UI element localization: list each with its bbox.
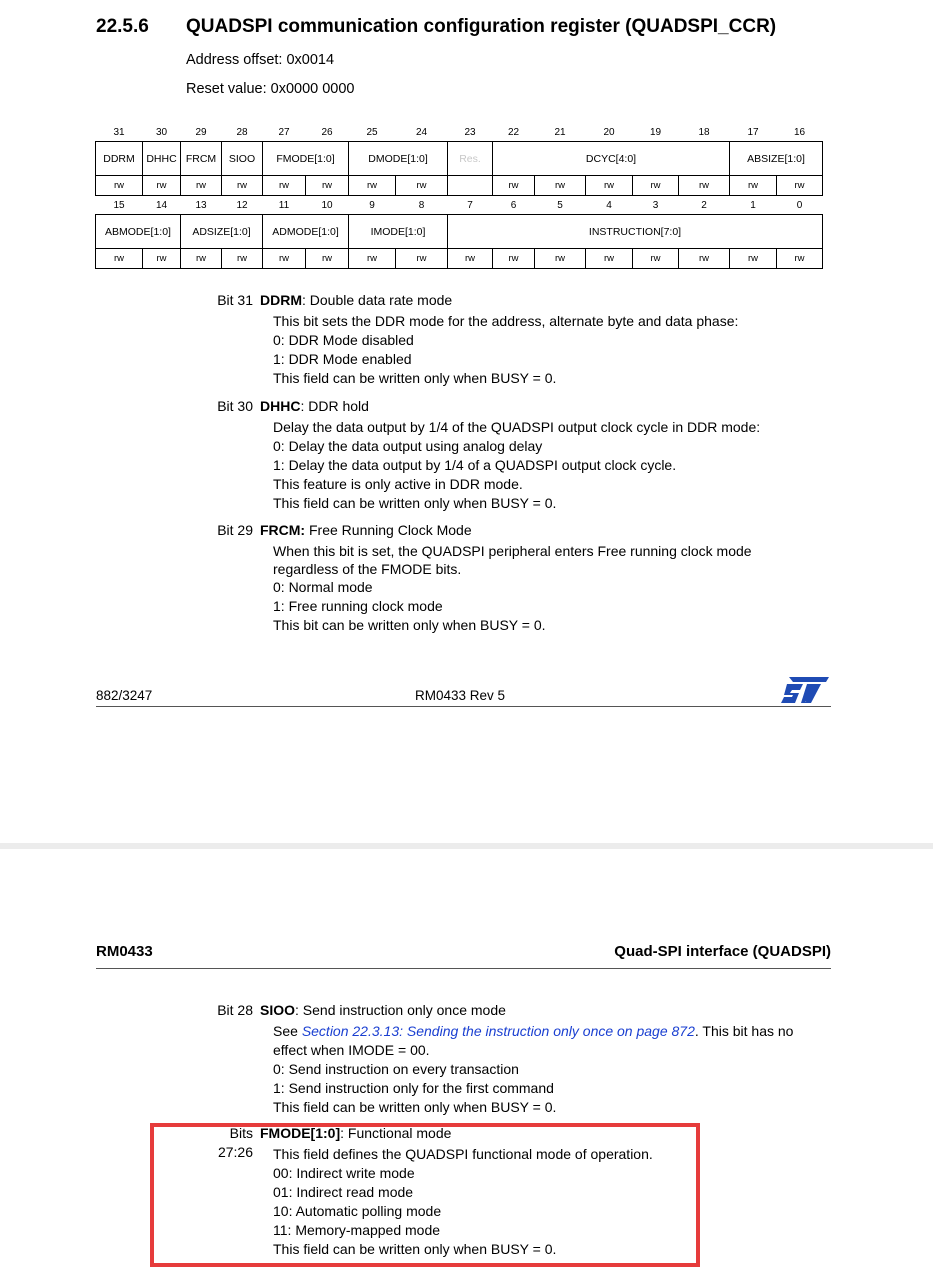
field-name-cell: ABSIZE[1:0]	[730, 142, 823, 176]
access-cell: rw	[222, 249, 263, 269]
page-separator	[0, 843, 933, 849]
lower-bit-numbers-row	[96, 196, 823, 215]
bit30-label: Bit 30	[217, 398, 253, 414]
bit-number-cell: 19	[649, 126, 662, 138]
bit-number-cell: 2	[701, 199, 707, 211]
bit-number-cell: 28	[236, 126, 248, 138]
field-name-cell: ADMODE[1:0]	[263, 215, 349, 249]
bits27-26-line: 01: Indirect read mode	[273, 1184, 414, 1200]
bit30-line: This field can be written only when BUSY = 0.	[273, 495, 557, 511]
address-offset: Address offset: 0x0014	[186, 52, 335, 68]
access-cell: rw	[586, 176, 633, 196]
bit-number-cell: 16	[793, 126, 806, 138]
bits27-26-name: FMODE[1:0]	[260, 1125, 341, 1141]
bit-number-cell: 8	[418, 199, 425, 211]
bit30-line: Delay the data output by 1/4 of the QUADSPI output clock cycle in DDR mode:	[273, 419, 761, 435]
reserved-field-cell: Res.	[448, 142, 493, 176]
bit28-title: : Send instruction only once mode	[295, 1002, 506, 1018]
bit-number-cell: 18	[698, 126, 710, 138]
access-cell: rw	[535, 249, 586, 269]
field-name-cell: IMODE[1:0]	[349, 215, 448, 249]
access-cell: rw	[493, 249, 535, 269]
bit29-label: Bit 29	[217, 522, 253, 538]
field-name-cell: DHHC	[143, 142, 181, 176]
field-name-cell: FMODE[1:0]	[263, 142, 349, 176]
access-cell: rw	[679, 249, 730, 269]
section-title: QUADSPI communication configuration register (QUADSPI_CCR)	[186, 16, 777, 37]
bit28-label: Bit 28	[217, 1002, 253, 1018]
bit-number-cell: 24	[415, 126, 428, 138]
access-cell: rw	[586, 249, 633, 269]
field-name-cell: DCYC[4:0]	[493, 142, 730, 176]
bit-number-cell: 21	[554, 126, 566, 138]
access-cell: rw	[777, 249, 823, 269]
bit30-line: 1: Delay the data output by 1/4 of a QUADSPI output clock cycle.	[273, 457, 677, 473]
bit-number-cell: 27	[278, 126, 290, 138]
bit-number-cell: 29	[195, 126, 207, 138]
bit28-after-link: . This bit has no effect when IMODE = 00.	[273, 1023, 794, 1058]
bit28-see: See	[273, 1023, 302, 1039]
bit28-line: This field can be written only when BUSY = 0.	[273, 1099, 557, 1115]
access-cell: rw	[535, 176, 586, 196]
bit30-title: : DDR hold	[300, 398, 369, 414]
access-cell	[448, 176, 493, 196]
access-cell: rw	[143, 249, 181, 269]
access-cell: rw	[730, 249, 777, 269]
bit-number-cell: 20	[603, 126, 615, 138]
field-name-cell: ABMODE[1:0]	[96, 215, 181, 249]
access-cell: rw	[306, 249, 349, 269]
bit30-line: 0: Delay the data output using analog delay	[273, 438, 543, 454]
page-number: 882/3247	[96, 688, 153, 703]
bit-number-cell: 26	[321, 126, 333, 138]
lower-access-row	[96, 249, 823, 269]
access-cell: rw	[96, 176, 143, 196]
bits27-26-label: Bits 27:26	[217, 1125, 253, 1160]
bit-number-cell: 5	[557, 199, 563, 211]
bit-number-cell: 6	[510, 199, 517, 211]
bit31-line: This field can be written only when BUSY = 0.	[273, 370, 557, 386]
access-cell: rw	[777, 176, 823, 196]
bit31-line: This bit sets the DDR mode for the address, alternate byte and data phase:	[273, 313, 739, 329]
bit29-name: FRCM:	[260, 522, 306, 538]
access-cell: rw	[679, 176, 730, 196]
bit-number-cell: 0	[796, 199, 803, 211]
field-name-cell: DMODE[1:0]	[349, 142, 448, 176]
doc-revision: RM0433 Rev 5	[415, 688, 506, 703]
field-name-cell: ADSIZE[1:0]	[181, 215, 263, 249]
access-cell: rw	[181, 249, 222, 269]
access-cell: rw	[730, 176, 777, 196]
field-name-cell: FRCM	[181, 142, 222, 176]
bit-number-cell: 11	[278, 199, 290, 211]
bit-number-cell: 30	[155, 126, 168, 138]
bit-number-cell: 14	[155, 199, 168, 211]
header-rule	[96, 968, 831, 969]
bits27-26-line: 00: Indirect write mode	[273, 1165, 415, 1181]
next-page-doc-id: RM0433	[96, 943, 153, 960]
access-cell: rw	[396, 249, 448, 269]
reset-value: Reset value: 0x0000 0000	[186, 81, 355, 97]
bit-number-cell: 15	[113, 199, 125, 211]
bit-number-cell: 13	[195, 199, 207, 211]
bit-number-cell: 23	[464, 126, 476, 138]
highlight-box	[150, 1123, 700, 1267]
bit28-line: 1: Send instruction only for the first command	[273, 1080, 554, 1096]
bit-number-cell: 1	[750, 199, 756, 211]
lower-field-names-row	[96, 215, 823, 249]
access-cell: rw	[349, 176, 396, 196]
bit28-line: 0: Send instruction on every transaction	[273, 1061, 519, 1077]
access-cell: rw	[181, 176, 222, 196]
bit31-line: 0: DDR Mode disabled	[273, 332, 414, 348]
bit-number-cell: 17	[747, 126, 759, 138]
access-cell: rw	[263, 176, 306, 196]
access-cell: rw	[633, 249, 679, 269]
access-cell: rw	[448, 249, 493, 269]
bit29-title: Free Running Clock Mode	[305, 522, 472, 538]
access-cell: rw	[396, 176, 448, 196]
upper-bit-numbers-row	[96, 123, 823, 142]
bits27-26-line: This field can be written only when BUSY = 0.	[273, 1241, 557, 1257]
field-name-cell: INSTRUCTION[7:0]	[448, 215, 823, 249]
bit-number-cell: 22	[507, 126, 520, 138]
upper-access-row	[96, 176, 823, 196]
access-cell: rw	[96, 249, 143, 269]
bit-number-cell: 31	[113, 126, 125, 138]
bit31-name: DDRM	[260, 292, 302, 308]
access-cell: rw	[263, 249, 306, 269]
bit28-name: SIOO	[260, 1002, 296, 1018]
access-cell: rw	[222, 176, 263, 196]
access-cell: rw	[143, 176, 181, 196]
bit-number-cell: 7	[467, 199, 473, 211]
bit-number-cell: 3	[652, 199, 659, 211]
register-map-table	[95, 123, 823, 269]
st-logo-icon	[781, 677, 829, 703]
bits27-26-title: : Functional mode	[340, 1125, 452, 1141]
bit29-line: 0: Normal mode	[273, 579, 373, 595]
bit31-line: 1: DDR Mode enabled	[273, 351, 412, 367]
access-cell: rw	[349, 249, 396, 269]
bit29-line: This bit can be written only when BUSY = 0.	[273, 617, 546, 633]
bit30-name: DHHC	[260, 398, 301, 414]
section-number: 22.5.6	[96, 16, 149, 37]
field-name-cell: SIOO	[222, 142, 263, 176]
section-link[interactable]: Section 22.3.13: Sending the instruction only once on page 872	[301, 1023, 695, 1039]
next-page-chapter-title: Quad-SPI interface (QUADSPI)	[614, 943, 831, 960]
access-cell: rw	[306, 176, 349, 196]
upper-field-names-row	[96, 142, 823, 176]
bits27-26-line: This field defines the QUADSPI functional mode of operation.	[273, 1146, 653, 1162]
bit30-line: This feature is only active in DDR mode.	[273, 476, 523, 492]
bit-number-cell: 10	[321, 199, 333, 211]
bit31-title: : Double data rate mode	[302, 292, 453, 308]
footer-rule	[96, 706, 831, 707]
access-cell: rw	[633, 176, 679, 196]
bit-number-cell: 12	[236, 199, 248, 211]
bit29-line: 1: Free running clock mode	[273, 598, 443, 614]
bit-number-cell: 4	[606, 199, 612, 211]
bit-number-cell: 25	[366, 126, 378, 138]
st-logo-text: ST	[805, 702, 807, 703]
bits27-26-line: 11: Memory-mapped mode	[273, 1222, 441, 1238]
field-name-cell: DDRM	[96, 142, 143, 176]
access-cell: rw	[493, 176, 535, 196]
bit29-line: When this bit is set, the QUADSPI peripheral enters Free running clock mode regardless of the FMODE bits.	[273, 543, 752, 577]
bits27-26-line: 10: Automatic polling mode	[273, 1203, 442, 1219]
bit-number-cell: 9	[369, 199, 375, 211]
bit31-label: Bit 31	[217, 292, 253, 308]
